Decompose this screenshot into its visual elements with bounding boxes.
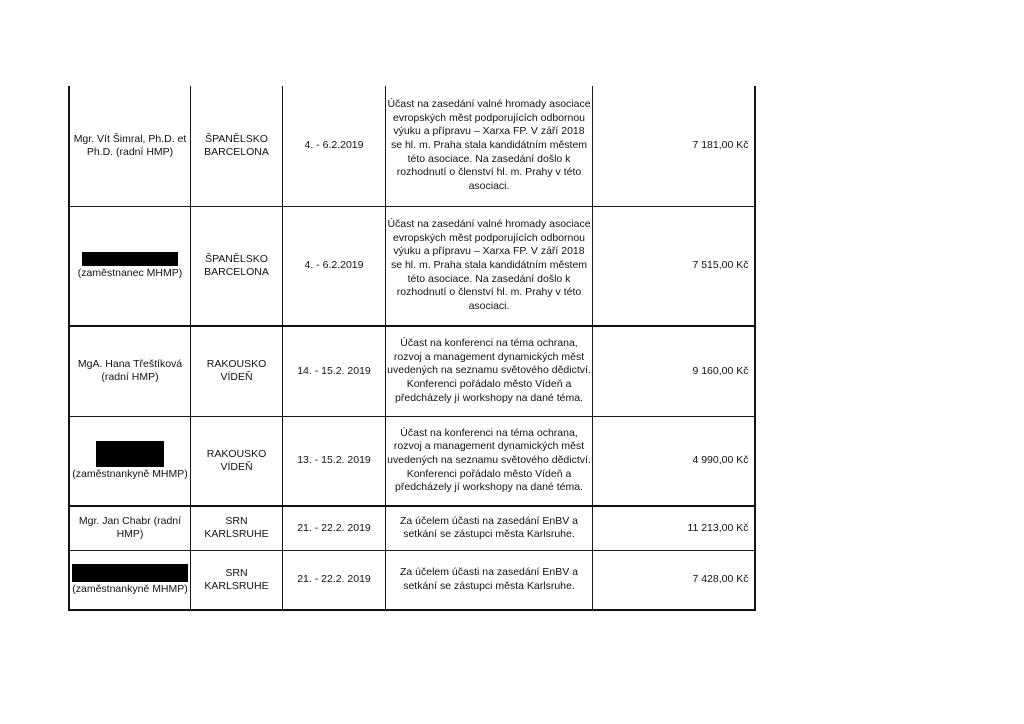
table-row xyxy=(69,86,755,206)
destination: ŠPANĚLSKO BARCELONA xyxy=(204,252,269,278)
destination: ŠPANĚLSKO BARCELONA xyxy=(204,132,269,158)
purpose-cell xyxy=(386,506,593,550)
dates-cell xyxy=(283,506,386,550)
trip-cost: 11 213,00 Kč xyxy=(687,521,749,534)
destination-cell xyxy=(191,550,283,610)
amount-cell xyxy=(593,86,755,206)
redaction-bar xyxy=(96,441,164,467)
trip-cost: 7 181,00 Kč xyxy=(692,139,749,152)
traveler-name-cell xyxy=(69,550,191,610)
dates-cell xyxy=(283,550,386,610)
destination-cell xyxy=(191,86,283,206)
trip-dates: 4. - 6.2.2019 xyxy=(304,139,364,152)
purpose-cell xyxy=(386,326,593,416)
dates-cell xyxy=(283,326,386,416)
purpose-cell xyxy=(386,416,593,506)
traveler-name-cell xyxy=(69,416,191,506)
trip-cost: 9 160,00 Kč xyxy=(692,364,749,377)
trip-dates: 14. - 15.2. 2019 xyxy=(297,364,371,377)
trip-dates: 4. - 6.2.2019 xyxy=(304,259,364,272)
amount-cell xyxy=(593,550,755,610)
destination: RAKOUSKO VÍDEŇ xyxy=(206,447,267,473)
trip-purpose: Účast na zasedání valné hromady asociace evropských měst podporujících odbornou výuku a přípravu – Xarxa FP. V září 2018 se hl. m. Praha stala kandidátním městem této asociace. Na zasedání došlo k rozhodnutí o členství hl. m. Prahy v této asociaci. xyxy=(387,98,591,192)
trip-cost: 7 515,00 Kč xyxy=(692,259,749,272)
traveler-name-cell xyxy=(69,326,191,416)
trip-purpose: Účast na konferenci na téma ochrana, rozvoj a management dynamických měst uvedených na seznamu světového dědictví. Konferenci pořádalo město Vídeň a předcházely jí workshopy na dané téma. xyxy=(387,337,591,404)
table-row xyxy=(69,506,755,550)
trip-purpose: Účast na zasedání valné hromady asociace evropských měst podporujících odbornou výuku a přípravu – Xarxa FP. V září 2018 se hl. m. Praha stala kandidátním městem této asociace. Na zasedání došlo k rozhodnutí o členství hl. m. Prahy v této asociaci. xyxy=(387,218,591,312)
trip-dates: 21. - 22.2. 2019 xyxy=(297,573,371,586)
traveler-name: Mgr. Vít Šimral, Ph.D. et Ph.D. (radní HMP) xyxy=(73,132,187,158)
purpose-cell xyxy=(386,206,593,326)
destination-cell xyxy=(191,206,283,326)
purpose-cell xyxy=(386,86,593,206)
traveler-name: MgA. Hana Třeštíková (radní HMP) xyxy=(77,358,183,384)
destination-cell xyxy=(191,326,283,416)
table-row xyxy=(69,416,755,506)
destination: RAKOUSKO VÍDEŇ xyxy=(206,358,267,384)
trip-dates: 13. - 15.2. 2019 xyxy=(297,454,371,467)
redaction-bar xyxy=(72,564,188,582)
business-trips-table xyxy=(68,86,756,611)
amount-cell xyxy=(593,326,755,416)
traveler-name: (zaměstnankyně MHMP) xyxy=(72,467,188,480)
amount-cell xyxy=(593,206,755,326)
table-row xyxy=(69,550,755,610)
traveler-name: (zaměstnankyně MHMP) xyxy=(72,582,188,595)
redaction-bar xyxy=(82,252,178,266)
table-row xyxy=(69,206,755,326)
amount-cell xyxy=(593,506,755,550)
dates-cell xyxy=(283,86,386,206)
trip-purpose: Za účelem účasti na zasedání EnBV a setkání se zástupci města Karlsruhe. xyxy=(399,514,579,541)
traveler-name: (zaměstnanec MHMP) xyxy=(77,266,183,279)
destination-cell xyxy=(191,416,283,506)
trip-dates: 21. - 22.2. 2019 xyxy=(297,521,371,534)
traveler-name-cell xyxy=(69,506,191,550)
traveler-name: Mgr. Jan Chabr (radní HMP) xyxy=(78,515,182,541)
trip-cost: 7 428,00 Kč xyxy=(692,573,749,586)
dates-cell xyxy=(283,416,386,506)
destination: SRN KARLSRUHE xyxy=(204,566,269,592)
destination: SRN KARLSRUHE xyxy=(204,515,269,541)
table-row xyxy=(69,326,755,416)
trip-purpose: Za účelem účasti na zasedání EnBV a setkání se zástupci města Karlsruhe. xyxy=(399,566,579,592)
traveler-name-cell xyxy=(69,86,191,206)
traveler-name-cell xyxy=(69,206,191,326)
destination-cell xyxy=(191,506,283,550)
trip-purpose: Účast na konferenci na téma ochrana, rozvoj a management dynamických měst uvedených na seznamu světového dědictví. Konferenci pořádalo město Vídeň a předcházely jí workshopy na dané téma. xyxy=(387,426,591,494)
purpose-cell xyxy=(386,550,593,610)
trip-cost: 4 990,00 Kč xyxy=(692,454,749,467)
amount-cell xyxy=(593,416,755,506)
dates-cell xyxy=(283,206,386,326)
